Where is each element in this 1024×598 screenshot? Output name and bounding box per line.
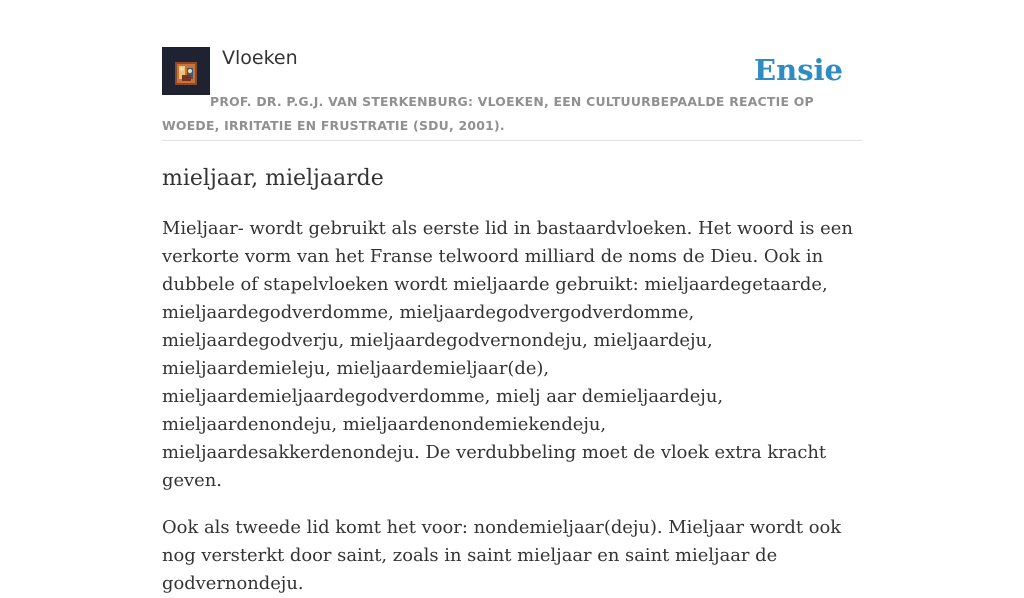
book-cover-icon [162,47,210,95]
article-paragraph: Ook als tweede lid komt het voor: nondemieljaar(deju). Mieljaar wordt ook nog versterkt door saint, zoals in saint mieljaar en saint mieljaar de godvernondeju. [162,517,842,594]
dictionary-avatar[interactable] [162,47,210,95]
article [162,160,862,598]
source-citation: PROF. DR. P.G.J. VAN STERKENBURG: VLOEKEN, EEN CULTUURBEPAALDE REACTIE OP WOEDE, IRRITATIE EN FRUSTRATIE (SDU, 2001). [162,94,814,133]
article-paragraph: Mieljaar- wordt gebruikt als eerste lid in bastaardvloeken. Het woord is een verkorte vorm van het Franse telwoord milliard de noms de Dieu. Ook in dubbele of stapelvloeken wordt mieljaarde gebruikt: mieljaardegetaarde, mieljaardegodverdomme, mieljaardegodvergodverdomme, mieljaardegodverju, mieljaardegodvernondeju, mieljaardeju, mieljaardemieleju, mieljaardemieljaar(de), mieljaardemieljaardegodverdomme, mielj aar demieljaardeju, mieljaardenondeju, mieljaardenondemiekendeju, mieljaardesakkerdenondeju. De verdubbeling moet de vloek extra kracht geven. [162,218,853,491]
dictionary-header [162,46,862,141]
headword: mieljaar, mieljaarde [162,166,384,191]
dictionary-title[interactable]: Vloeken [222,47,298,69]
ensie-logo[interactable]: Ensie [754,53,843,87]
